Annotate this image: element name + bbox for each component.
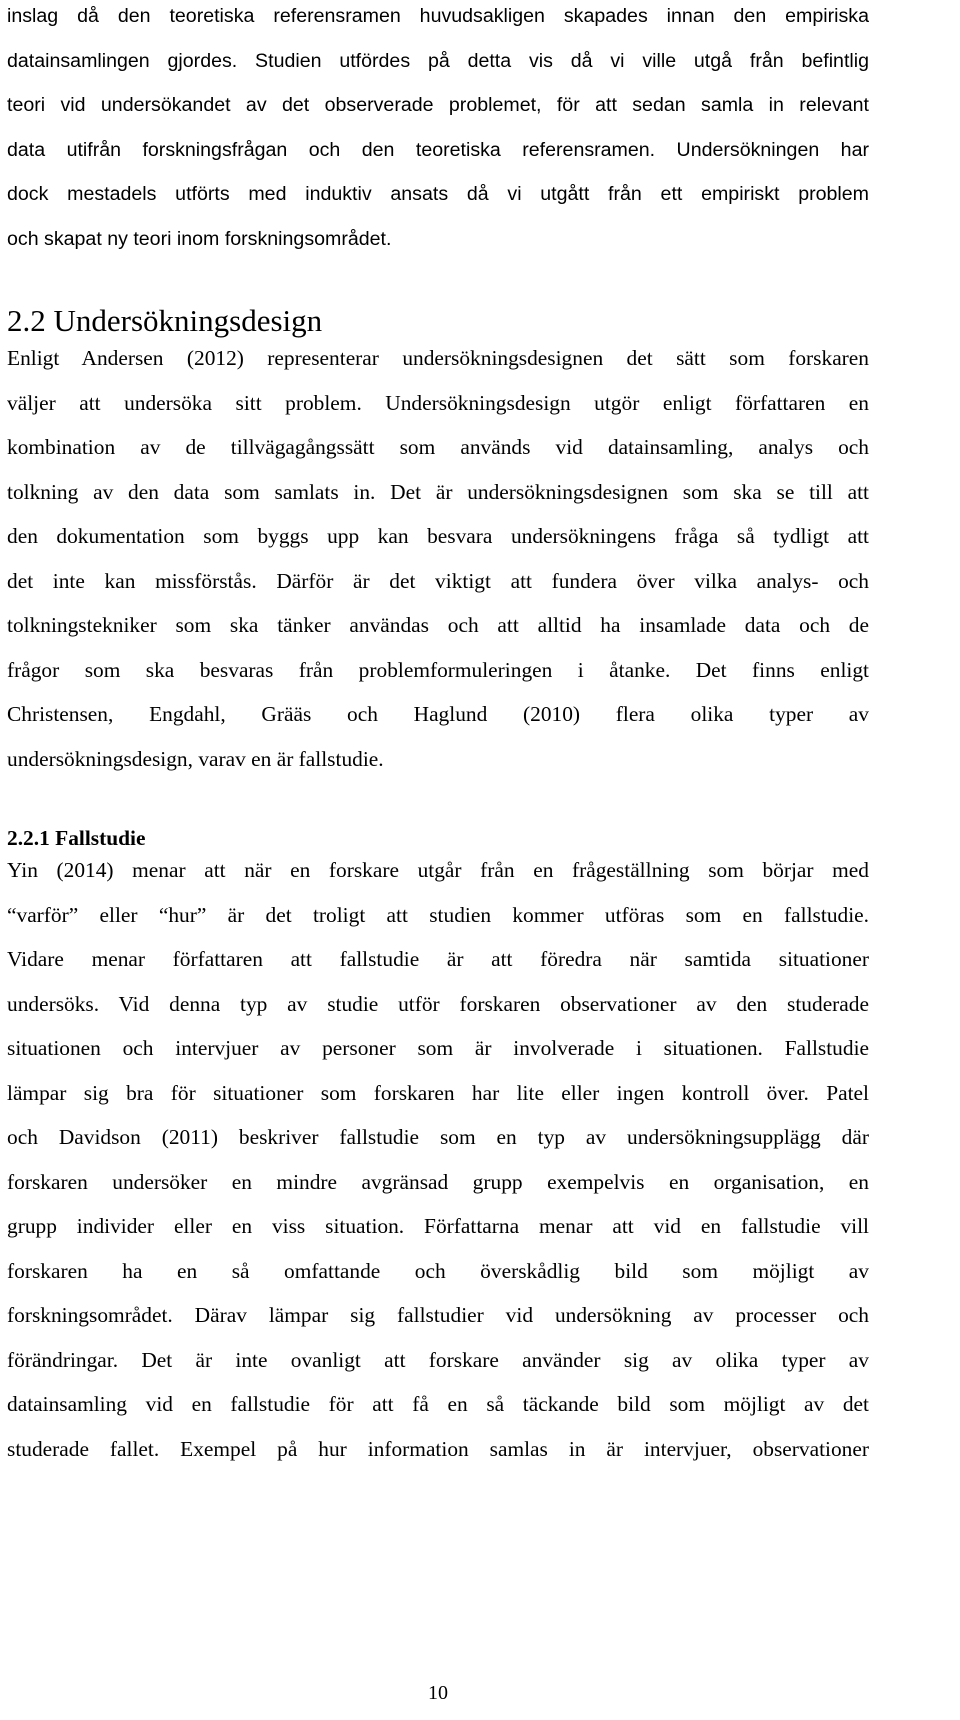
- intro-paragraph: [7, 0, 869, 261]
- intro-line: dock mestadels utförts med induktiv ansats då vi utgått från ett empiriskt problem: [7, 183, 869, 205]
- subsection-line: situationen och intervjuer av personer som är involverade i situationen. Fallstudie: [7, 1036, 869, 1060]
- section-paragraph: [7, 336, 869, 781]
- subsection-line: undersöks. Vid denna typ av studie utför forskaren observationer av den studerade: [7, 991, 869, 1016]
- section-line: frågor som ska besvaras från problemformuleringen i åtanke. Det finns enligt: [7, 657, 869, 682]
- subsection-line: forskaren ha en så omfattande och överskådlig bild som möjligt av: [7, 1258, 869, 1283]
- subsection-line: Vidare menar författaren att fallstudie är att föredra när samtida situationer: [7, 947, 869, 971]
- section-line: Christensen, Engdahl, Grääs och Haglund (2010) flera olika typer av: [7, 702, 869, 726]
- intro-line: inslag då den teoretiska referensramen huvudsakligen skapades innan den empiriska: [7, 5, 869, 27]
- subsection-line: “varför” eller “hur” är det troligt att studien kommer utföras som en fallstudie.: [7, 902, 869, 927]
- subsection-line: datainsamling vid en fallstudie för att få en så täckande bild som möjligt av det: [7, 1392, 869, 1416]
- page-number: 10: [428, 1682, 448, 1704]
- section-line: väljer att undersöka sitt problem. Undersökningsdesign utgör enligt författaren en: [7, 390, 869, 415]
- subsection-heading: 2.2.1 Fallstudie: [7, 826, 146, 850]
- intro-line: data utifrån forskningsfrågan och den teoretiska referensramen. Undersökningen har: [7, 138, 869, 161]
- intro-line: och skapat ny teori inom forskningsområdet.: [7, 227, 392, 250]
- subsection-line: grupp individer eller en viss situation. Författarna menar att vid en fallstudie vill: [7, 1214, 869, 1238]
- section-line: tolkning av den data som samlats in. Det är undersökningsdesignen som ska se till att: [7, 479, 869, 504]
- section-line: kombination av de tillvägagångssätt som används vid datainsamling, analys och: [7, 435, 869, 459]
- subsection-line: lämpar sig bra för situationer som forskaren har lite eller ingen kontroll över. Patel: [7, 1080, 869, 1105]
- section-heading: 2.2 Undersökningsdesign: [7, 303, 323, 338]
- subsection-line: forskaren undersöker en mindre avgränsad grupp exempelvis en organisation, en: [7, 1169, 869, 1194]
- subsection-line: studerade fallet. Exempel på hur information samlas in är intervjuer, observationer: [7, 1436, 869, 1461]
- section-line: det inte kan missförstås. Därför är det viktigt att fundera över vilka analys- och: [7, 568, 869, 593]
- subsection-line: förändringar. Det är inte ovanligt att forskare använder sig av olika typer av: [7, 1347, 869, 1372]
- subsection-paragraph: [7, 848, 869, 1471]
- section-line: tolkningstekniker som ska tänker användas och att alltid ha insamlade data och de: [7, 613, 869, 637]
- section-line: Enligt Andersen (2012) representerar undersökningsdesignen det sätt som forskaren: [7, 346, 869, 370]
- subsection-line: forskningsområdet. Därav lämpar sig fallstudier vid undersökning av processer och: [7, 1303, 869, 1327]
- subsection-line: och Davidson (2011) beskriver fallstudie som en typ av undersökningsupplägg där: [7, 1125, 869, 1149]
- subsection-line: Yin (2014) menar att när en forskare utgår från en frågeställning som börjar med: [7, 858, 869, 882]
- intro-line: datainsamlingen gjordes. Studien utfördes på detta vis då vi ville utgå från befintlig: [7, 49, 869, 72]
- section-line: undersökningsdesign, varav en är fallstudie.: [7, 746, 384, 771]
- intro-line: teori vid undersökandet av det observerade problemet, för att sedan samla in relevant: [7, 94, 869, 116]
- section-line: den dokumentation som byggs upp kan besvara undersökningens fråga så tydligt att: [7, 524, 869, 548]
